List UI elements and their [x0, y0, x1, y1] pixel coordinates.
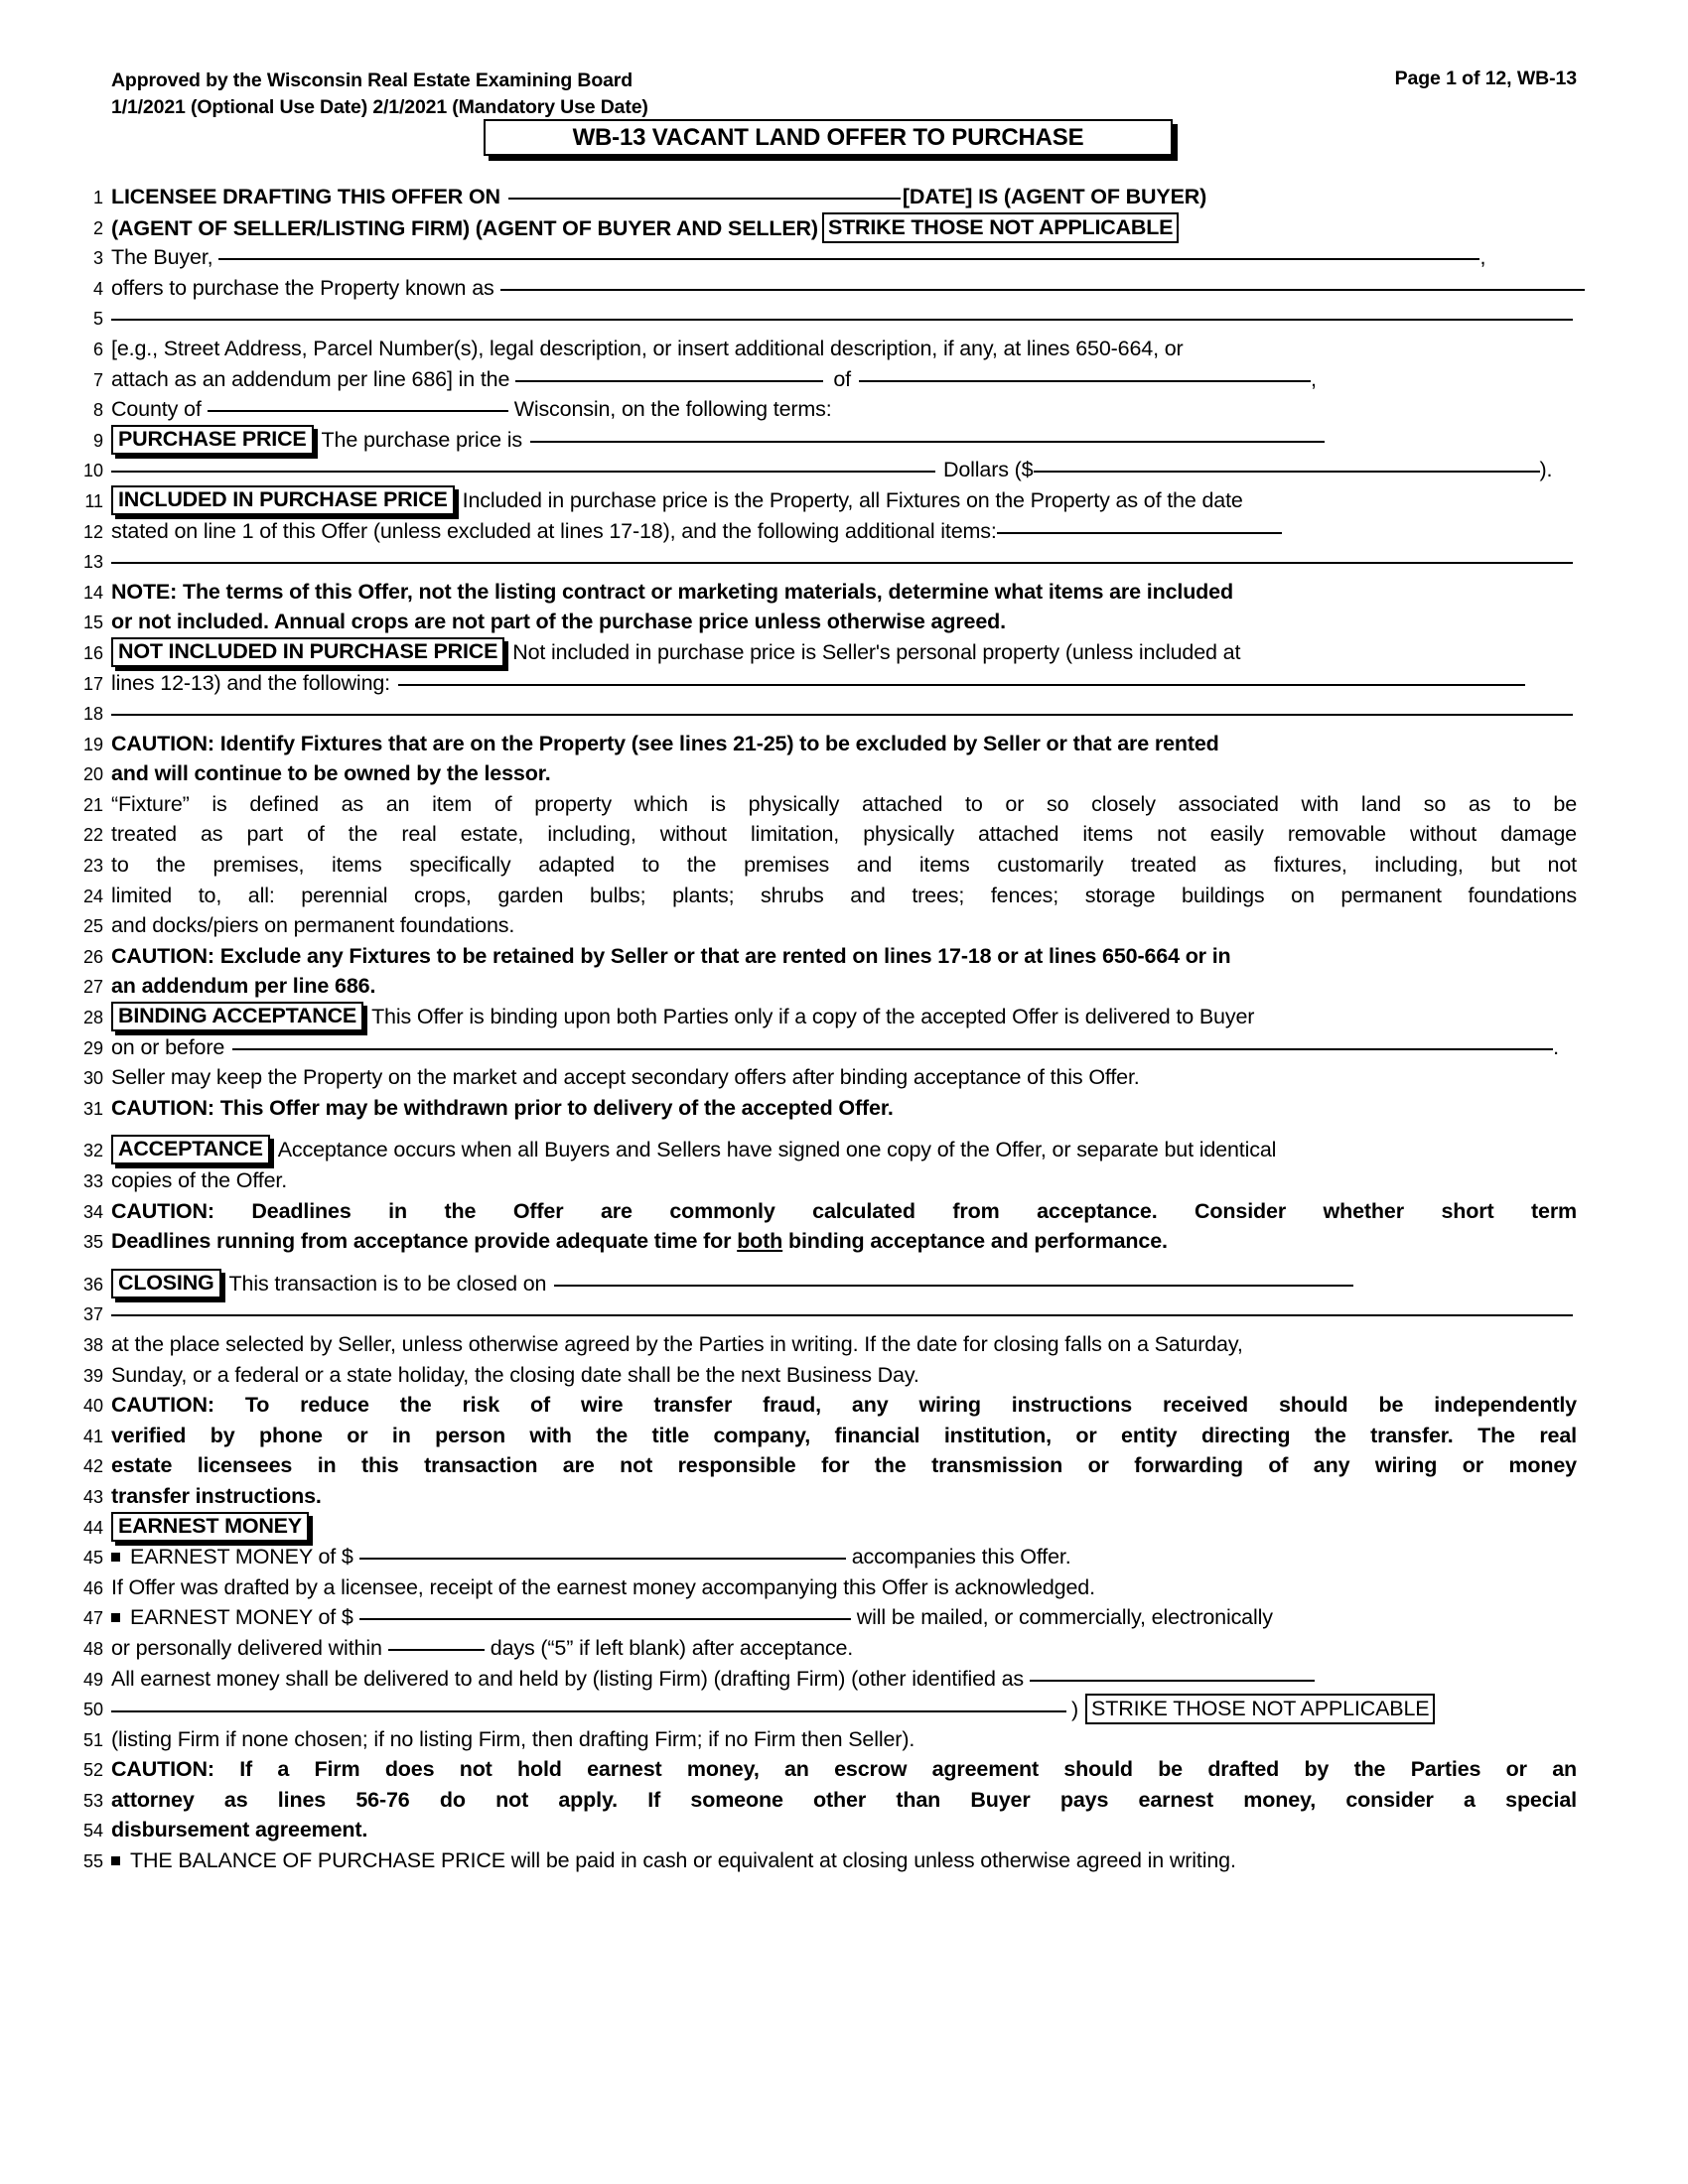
line-content: at the place selected by Seller, unless otherwise agreed by the Parties in writing. If the date for closing falls on a Saturday, — [111, 1331, 1243, 1356]
line-number: 27 — [82, 977, 103, 998]
line-content: disbursement agreement. — [111, 1818, 368, 1843]
line-number: 30 — [82, 1068, 103, 1089]
property-known-as-label: offers to purchase the Property known as — [111, 275, 494, 300]
line2-label: (AGENT OF SELLER/LISTING FIRM) (AGENT OF BUYER AND SELLER) — [111, 215, 818, 240]
form-line — [0, 1032, 1688, 1063]
line-content: or not included. Annual crops are not part of the purchase price unless otherwise agreed. — [111, 610, 1006, 634]
line29-period: . — [1553, 1034, 1559, 1059]
line-number: 18 — [82, 704, 103, 725]
line-number: 8 — [92, 400, 103, 421]
form-title-box — [484, 119, 1173, 156]
line-number: 7 — [92, 369, 103, 390]
binding-acceptance-text: This Offer is binding upon both Parties only if a copy of the accepted Offer is delivered to Buyer — [371, 1005, 1255, 1029]
form-line — [0, 1269, 1688, 1299]
line-number: 52 — [82, 1760, 103, 1781]
form-line — [0, 334, 1688, 364]
form-line — [0, 1002, 1688, 1032]
line10-tail: ). — [1539, 458, 1553, 482]
line-content: treated as part of the real estate, including, without limitation, physically attached items not easily removable without damage — [111, 822, 1577, 847]
binding-acceptance-date-field[interactable] — [232, 1048, 1553, 1050]
form-line — [0, 242, 1688, 273]
line-content: “Fixture” is defined as an item of property which is physically attached to or so closely associated with land so as to be — [111, 791, 1577, 816]
line-content — [111, 516, 1577, 547]
line-number: 43 — [82, 1486, 103, 1507]
line-number: 12 — [82, 521, 103, 542]
line-content — [111, 1002, 1577, 1032]
approval-line-2: 1/1/2021 (Optional Use Date) 2/1/2021 (Mandatory Use Date) — [111, 95, 648, 118]
line-content — [111, 637, 1577, 668]
balance-of-purchase-price-text: THE BALANCE OF PURCHASE PRICE will be paid in cash or equivalent at closing unless otherwise agreed in writing. — [130, 1848, 1236, 1873]
form-line — [0, 941, 1688, 972]
line-number: 14 — [82, 582, 103, 603]
included-items-field-1[interactable] — [997, 532, 1282, 534]
form-line — [0, 1512, 1688, 1543]
square-bullet-icon — [111, 1553, 120, 1562]
line-content — [111, 668, 1577, 699]
purchase-price-label: The purchase price is — [321, 427, 522, 452]
form-line — [0, 1226, 1688, 1257]
form-line — [0, 1664, 1688, 1695]
line50-close-paren: ) — [1071, 1698, 1079, 1722]
form-line — [0, 546, 1688, 577]
line3-comma: , — [1479, 245, 1486, 270]
form-line — [0, 1298, 1688, 1329]
form-line — [0, 425, 1688, 456]
not-included-items-field-1[interactable] — [398, 684, 1525, 686]
earnest-money-label-2: EARNEST MONEY of $ — [130, 1605, 353, 1630]
square-bullet-icon — [111, 1613, 120, 1622]
closing-text: This transaction is to be closed on — [228, 1271, 547, 1296]
line-content: Sunday, or a federal or a state holiday, the closing date shall be the next Business Day. — [111, 1362, 919, 1387]
line-content — [111, 273, 1577, 304]
form-line — [0, 1196, 1688, 1227]
binding-acceptance-heading: BINDING ACCEPTANCE — [111, 1002, 363, 1031]
purchase-price-words-field-1[interactable] — [530, 441, 1325, 443]
line-number: 4 — [92, 278, 103, 299]
form-line — [0, 1694, 1688, 1724]
form-line — [0, 303, 1688, 334]
line-number: 2 — [92, 217, 103, 238]
other-holder-field-2[interactable] — [111, 1710, 1066, 1712]
line-content — [111, 182, 1577, 212]
form-line — [0, 212, 1688, 243]
line-content: If Offer was drafted by a licensee, receipt of the earnest money accompanying this Offer is acknowledged. — [111, 1574, 1095, 1599]
not-included-text: Not included in purchase price is Seller's personal property (unless included at — [512, 639, 1241, 664]
line-content: to the premises, items specifically adapted to the premises and items customarily treated as fixtures, including, but not — [111, 853, 1577, 878]
form-line — [0, 971, 1688, 1002]
line-content: CAUTION: To reduce the risk of wire transfer fraud, any wiring instructions received should be independently — [111, 1393, 1577, 1418]
form-line — [0, 1390, 1688, 1421]
line-number: 9 — [92, 430, 103, 451]
acceptance-heading: ACCEPTANCE — [111, 1135, 270, 1164]
purchase-price-numeric-field[interactable] — [1034, 471, 1540, 473]
form-line — [0, 1633, 1688, 1664]
line-content: (listing Firm if none chosen; if no listing Firm, then drafting Firm; if no Firm then Seller). — [111, 1726, 915, 1751]
form-line — [0, 850, 1688, 881]
line-content: limited to, all: perennial crops, garden bulbs; plants; shrubs and trees; fences; storage buildings on permanent foundations — [111, 883, 1577, 907]
line-number: 24 — [82, 886, 103, 906]
included-in-purchase-price-heading: INCLUDED IN PURCHASE PRICE — [111, 485, 455, 515]
line-content — [111, 1845, 1577, 1876]
form-line — [0, 1815, 1688, 1845]
line-number: 31 — [82, 1098, 103, 1119]
square-bullet-icon — [111, 1856, 120, 1865]
line-number: 44 — [82, 1517, 103, 1538]
line-content: CAUTION: If a Firm does not hold earnest money, an escrow agreement should be drafted by the Parties or an — [111, 1757, 1577, 1782]
form-line — [0, 455, 1688, 485]
line-content: CAUTION: Deadlines in the Offer are commonly calculated from acceptance. Consider whether short term — [111, 1198, 1577, 1223]
delivered-within-label: or personally delivered within — [111, 1635, 382, 1660]
form-line — [0, 577, 1688, 608]
form-line — [0, 1845, 1688, 1876]
included-additional-items-label: stated on line 1 of this Offer (unless excluded at lines 17-18), and the following additional items: — [111, 518, 997, 543]
page-title: WB-13 VACANT LAND OFFER TO PURCHASE — [572, 123, 1084, 151]
form-line — [0, 910, 1688, 941]
line7-comma: , — [1310, 366, 1317, 391]
line-number: 50 — [82, 1700, 103, 1720]
both-emphasis: both — [737, 1229, 783, 1254]
strike-those-not-applicable-box-2: STRIKE THOSE NOT APPLICABLE — [1085, 1694, 1435, 1724]
wisconsin-terms-label: Wisconsin, on the following terms: — [513, 397, 832, 422]
line-content: CAUTION: Identify Fixtures that are on the Property (see lines 21-25) to be excluded by Seller or that are rented — [111, 731, 1219, 755]
form-line — [0, 1450, 1688, 1481]
line-content — [111, 698, 1577, 729]
form-body — [0, 182, 1688, 1876]
line-content — [111, 212, 1577, 243]
line-number: 17 — [82, 673, 103, 694]
days-default-label: days (“5” if left blank) after acceptance. — [490, 1635, 854, 1660]
line-number: 35 — [82, 1232, 103, 1253]
form-line — [0, 637, 1688, 668]
property-description-field-1[interactable] — [500, 289, 1585, 291]
acceptance-text: Acceptance occurs when all Buyers and Sellers have signed one copy of the Offer, or separate but identical — [277, 1138, 1277, 1162]
form-line — [0, 819, 1688, 850]
dollars-label: Dollars ($ — [943, 458, 1034, 482]
line-number: 47 — [82, 1608, 103, 1629]
line-number: 32 — [82, 1141, 103, 1161]
line-number: 55 — [82, 1851, 103, 1872]
form-line — [0, 881, 1688, 911]
line-number: 36 — [82, 1274, 103, 1295]
included-items-field-2[interactable] — [111, 562, 1573, 564]
line-content: CAUTION: Exclude any Fixtures to be retained by Seller or that are rented on lines 17-18 or at lines 650-664 or in — [111, 943, 1231, 968]
line-number: 3 — [92, 248, 103, 269]
included-text: Included in purchase price is the Property, all Fixtures on the Property as of the date — [462, 487, 1243, 512]
form-line — [0, 1360, 1688, 1391]
delivery-days-field[interactable] — [388, 1649, 485, 1651]
form-line — [0, 758, 1688, 789]
earnest-money-label-1: EARNEST MONEY of $ — [130, 1545, 353, 1570]
line-number: 51 — [82, 1729, 103, 1750]
municipality-type-field[interactable] — [515, 380, 823, 382]
document-header — [111, 68, 1577, 119]
county-label: County of — [111, 397, 202, 422]
line-content: Seller may keep the Property on the market and accept secondary offers after binding acceptance of this Offer. — [111, 1065, 1140, 1090]
earnest-money-amount-field-1[interactable] — [359, 1558, 846, 1560]
other-holder-field-1[interactable] — [1030, 1680, 1315, 1682]
line-content — [111, 1269, 1577, 1299]
county-name-field[interactable] — [208, 410, 508, 412]
line-number: 39 — [82, 1365, 103, 1386]
line1-label: LICENSEE DRAFTING THIS OFFER ON — [111, 185, 500, 208]
buyer-label: The Buyer, — [111, 245, 213, 270]
line-content — [111, 1602, 1577, 1633]
on-or-before-label: on or before — [111, 1034, 225, 1059]
line-number: 5 — [92, 309, 103, 330]
form-line — [0, 1602, 1688, 1633]
deadlines-text-pre: Deadlines running from acceptance provide adequate time for — [111, 1229, 738, 1254]
line-number: 26 — [82, 946, 103, 967]
line-number: 34 — [82, 1201, 103, 1222]
earnest-money-heading: EARNEST MONEY — [111, 1512, 309, 1542]
municipality-name-field[interactable] — [859, 380, 1311, 382]
line-content — [111, 364, 1577, 395]
line-content — [111, 1542, 1577, 1572]
accompanies-offer-label: accompanies this Offer. — [851, 1545, 1071, 1570]
line-number: 11 — [84, 490, 103, 511]
buyer-name-field[interactable] — [218, 258, 1479, 260]
line-content — [111, 1633, 1577, 1664]
line-number: 41 — [82, 1426, 103, 1446]
line-content — [111, 303, 1577, 334]
line-content — [111, 1694, 1577, 1724]
line-content — [111, 1298, 1577, 1329]
form-line — [0, 1754, 1688, 1785]
line-number: 42 — [82, 1456, 103, 1477]
form-title-bar — [484, 119, 1179, 161]
form-line — [0, 729, 1688, 759]
page-number: Page 1 of 12, WB-13 — [1394, 68, 1577, 89]
will-be-mailed-label: will be mailed, or commercially, electronically — [856, 1605, 1273, 1630]
line-content — [111, 425, 1577, 456]
line-number: 1 — [92, 188, 103, 207]
form-line — [0, 1785, 1688, 1816]
line-number: 28 — [82, 1008, 103, 1028]
line-content: estate licensees in this transaction are not responsible for the transmission or forwarding of any wiring or money — [111, 1453, 1577, 1478]
form-line — [0, 516, 1688, 547]
purchase-price-words-field-2[interactable] — [111, 471, 935, 473]
property-description-field-2[interactable] — [111, 319, 1573, 321]
line-number: 37 — [82, 1304, 103, 1325]
strike-those-not-applicable-box-1: STRIKE THOSE NOT APPLICABLE — [822, 212, 1179, 243]
line-content: [e.g., Street Address, Parcel Number(s), legal description, or insert additional description, if any, at lines 650-664, or — [111, 336, 1184, 360]
line-content — [111, 546, 1577, 577]
form-line — [0, 1481, 1688, 1512]
line-number: 21 — [82, 794, 103, 815]
of-label: of — [833, 366, 851, 391]
form-line — [0, 1135, 1688, 1165]
deadlines-text-post: binding acceptance and performance. — [782, 1229, 1168, 1254]
form-line — [0, 607, 1688, 637]
approval-line-1: Approved by the Wisconsin Real Estate Examining Board — [111, 69, 633, 91]
line-number: 23 — [82, 856, 103, 877]
earnest-money-amount-field-2[interactable] — [359, 1618, 851, 1620]
line-content: and docks/piers on permanent foundations. — [111, 913, 515, 938]
line-number: 53 — [82, 1790, 103, 1811]
line-number: 33 — [82, 1171, 103, 1191]
line-content: and will continue to be owned by the lessor. — [111, 761, 551, 786]
form-line — [0, 1062, 1688, 1093]
form-line — [0, 1542, 1688, 1572]
form-line — [0, 1329, 1688, 1360]
form-line — [0, 273, 1688, 304]
form-line — [0, 1093, 1688, 1124]
line-content: attorney as lines 56-76 do not apply. If someone other than Buyer pays earnest money, consider a special — [111, 1787, 1577, 1812]
line-number: 19 — [82, 734, 103, 754]
closing-date-field-2[interactable] — [111, 1314, 1573, 1316]
licensee-drafting-date-field[interactable] — [508, 198, 901, 200]
form-line — [0, 364, 1688, 395]
line-content: verified by phone or in person with the title company, financial institution, or entity directing the transfer. The real — [111, 1423, 1577, 1447]
line-number: 6 — [92, 339, 103, 359]
line-number: 29 — [82, 1037, 103, 1058]
line-number: 49 — [82, 1669, 103, 1690]
line-number: 46 — [82, 1577, 103, 1598]
form-line — [0, 1572, 1688, 1603]
not-included-in-purchase-price-heading: NOT INCLUDED IN PURCHASE PRICE — [111, 637, 504, 667]
line-content — [111, 1135, 1577, 1165]
line-content — [111, 1032, 1577, 1063]
line-number: 25 — [82, 916, 103, 937]
form-line — [0, 668, 1688, 699]
line-number: 48 — [82, 1638, 103, 1659]
earnest-money-holder-label: All earnest money shall be delivered to and held by (listing Firm) (drafting Firm) (other identified as — [111, 1666, 1025, 1691]
form-line — [0, 485, 1688, 516]
line-content — [111, 1226, 1577, 1257]
form-line — [0, 182, 1688, 212]
closing-date-field-1[interactable] — [554, 1285, 1353, 1287]
line-number: 15 — [82, 613, 103, 633]
approval-block — [111, 68, 648, 121]
purchase-price-heading: PURCHASE PRICE — [111, 425, 314, 455]
line-content: transfer instructions. — [111, 1483, 322, 1508]
line-number: 38 — [82, 1334, 103, 1355]
form-line — [0, 1421, 1688, 1451]
form-line — [0, 1165, 1688, 1196]
not-included-items-field-2[interactable] — [111, 714, 1573, 716]
line-number: 13 — [82, 552, 103, 573]
closing-heading: CLOSING — [111, 1269, 221, 1298]
line-number: 22 — [82, 825, 103, 846]
form-line — [0, 394, 1688, 425]
line-content — [111, 485, 1577, 516]
line-content: copies of the Offer. — [111, 1168, 288, 1192]
form-line — [0, 1724, 1688, 1755]
line-content: an addendum per line 686. — [111, 974, 376, 999]
not-included-following-label: lines 12-13) and the following: — [111, 670, 391, 695]
form-line — [0, 789, 1688, 820]
line-content — [111, 394, 1577, 425]
line-content — [111, 455, 1577, 485]
addendum-label: attach as an addendum per line 686] in the — [111, 366, 510, 391]
line-number: 54 — [82, 1821, 103, 1842]
line-content — [111, 1664, 1577, 1695]
line-number: 20 — [82, 764, 103, 785]
line-content — [111, 242, 1577, 273]
line-content — [111, 1512, 1577, 1543]
line-number: 45 — [82, 1548, 103, 1569]
line-number: 40 — [82, 1396, 103, 1417]
line-content: CAUTION: This Offer may be withdrawn prior to delivery of the accepted Offer. — [111, 1095, 894, 1120]
line1-tail: [DATE] IS (AGENT OF BUYER) — [902, 185, 1207, 208]
line-number: 16 — [82, 642, 103, 663]
line-content: NOTE: The terms of this Offer, not the listing contract or marketing materials, determine what items are included — [111, 579, 1233, 604]
form-line — [0, 698, 1688, 729]
line-number: 10 — [82, 461, 103, 481]
